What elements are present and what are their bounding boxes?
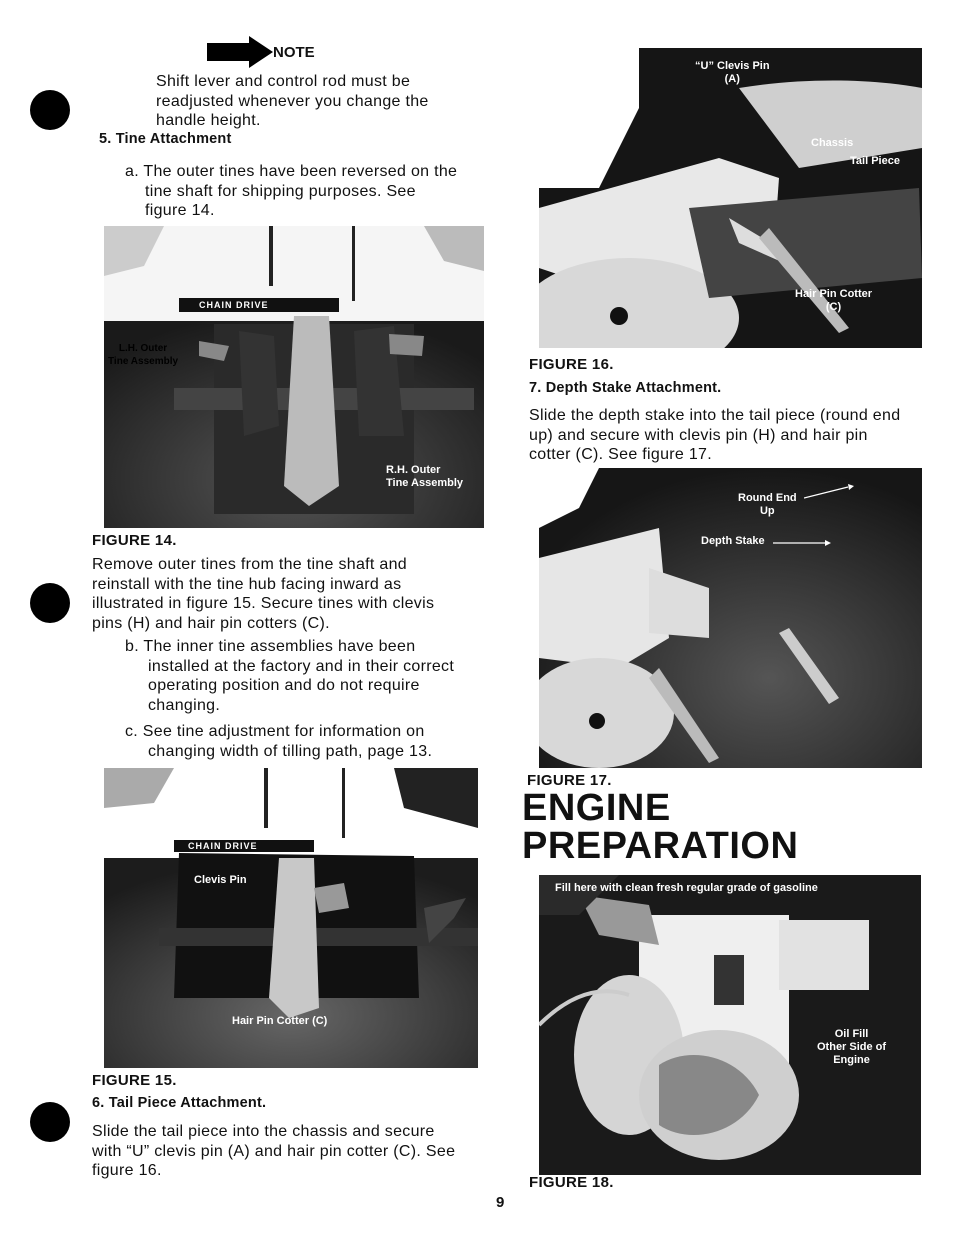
fig18-fill-label: Fill here with clean fresh regular grade of gasoline <box>555 882 818 894</box>
figure-15-caption: FIGURE 15. <box>92 1072 177 1089</box>
tine-step-c: c. See tine adjustment for information on changing width of tilling path, page 13. <box>125 723 433 760</box>
fig14-rh-label: R.H. Outer Tine Assembly <box>386 464 464 489</box>
fig14-lh-label: L.H. Outer Tine Assembly <box>108 343 179 367</box>
binder-hole-top <box>30 90 70 130</box>
figure-14-caption: FIGURE 14. <box>92 532 177 549</box>
fig17-round-end-label: Round End Up <box>738 492 797 517</box>
depth-heading: 7. Depth Stake Attachment. <box>529 380 722 396</box>
figure-16-caption: FIGURE 16. <box>529 356 614 373</box>
figure-18-caption: FIGURE 18. <box>529 1174 614 1191</box>
fig16-chassis-label: Chassis <box>811 137 854 149</box>
figure-18-photo <box>539 875 921 1175</box>
tine-step-b: b. The inner tine assemblies have been installed at the factory and in their correct operating position and do not require changing. <box>125 638 455 714</box>
fig15-chain-drive-label: CHAIN DRIVE <box>188 841 258 851</box>
note-arrow-icon <box>207 36 273 73</box>
fig14-chain-drive-label: CHAIN DRIVE <box>199 300 269 310</box>
fig17-depth-stake-arrow-icon <box>773 538 831 548</box>
figure-16-photo <box>539 48 922 348</box>
fig16-clevis-label: “U” Clevis Pin (A) <box>695 60 770 85</box>
depth-text: Slide the depth stake into the tail piece (round end up) and secure with clevis pin (H) and hair pin cotter (C). See figure 17. <box>529 407 901 463</box>
note-text: Shift lever and control rod must be readjusted whenever you change the handle height. <box>156 73 429 129</box>
tine-paragraph: Remove outer tines from the tine shaft and reinstall with the tine hub facing inward as illustrated in figure 15. Secure tines with clevis pins (H) and hair pin cotters (C). <box>92 556 435 632</box>
tine-step-a: a. The outer tines have been reversed on the tine shaft for shipping purposes. See figure 14. <box>125 163 458 219</box>
engine-preparation-title: ENGINE PREPARATION <box>522 787 799 867</box>
fig16-tailpiece-label: Tail Piece <box>850 155 900 167</box>
tail-text: Slide the tail piece into the chassis and secure with “U” clevis pin (A) and hair pin cotter (C). See figure 16. <box>92 1123 456 1179</box>
tine-heading: 5. Tine Attachment <box>99 131 232 147</box>
fig17-depth-stake-label: Depth Stake <box>701 535 765 547</box>
fig18-oil-label: Oil Fill Other Side of Engine <box>817 1028 887 1066</box>
page-number: 9 <box>496 1194 505 1211</box>
binder-hole-bottom <box>30 1102 70 1142</box>
fig17-round-end-arrow-icon <box>804 484 854 500</box>
figure-15-photo <box>104 768 478 1068</box>
fig15-clevis-label: Clevis Pin <box>194 874 247 886</box>
fig16-hairpin-label: Hair Pin Cotter (C) <box>795 288 873 313</box>
binder-hole-middle <box>30 583 70 623</box>
figure-17-photo <box>539 468 922 768</box>
fig15-hairpin-label: Hair Pin Cotter (C) <box>232 1015 328 1027</box>
note-label: NOTE <box>273 44 315 61</box>
figure-17-caption: FIGURE 17. <box>527 772 612 789</box>
tail-heading: 6. Tail Piece Attachment. <box>92 1095 267 1111</box>
figure-14-photo <box>104 226 484 528</box>
